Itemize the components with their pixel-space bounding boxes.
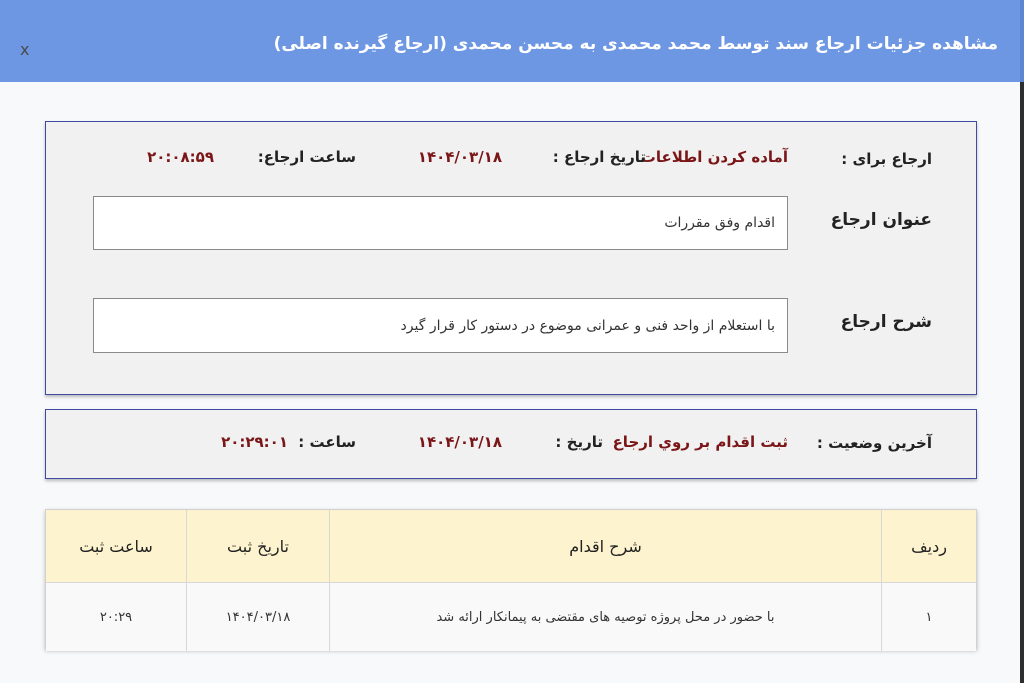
referral-date-label: تاریخ ارجاع : <box>552 148 646 166</box>
table-row[interactable] <box>46 583 976 652</box>
column-header-description[interactable]: شرح اقدام <box>330 510 882 583</box>
action-time-cell: ۲۰:۲۹ <box>46 583 187 652</box>
description-field-value: با استعلام از واحد فنی و عمرانی موضوع در دستور کار قرار گیرد <box>400 317 775 334</box>
column-header-row-number[interactable]: ردیف <box>882 510 977 583</box>
subject-label: عنوان ارجاع <box>830 210 932 230</box>
status-date-value: ۱۴۰۴/۰۳/۱۸ <box>417 433 502 451</box>
window-edge <box>1020 0 1024 683</box>
action-description-cell: با حضور در محل پروژه توصیه های مقتضی به پیمانکار ارائه شد <box>330 583 882 652</box>
description-label: شرح ارجاع <box>840 312 932 332</box>
modal-header <box>0 0 1020 82</box>
modal-title: مشاهده جزئیات ارجاع سند توسط محمد محمدی به محسن محمدی (ارجاع گیرنده اصلی) <box>273 34 998 54</box>
referral-date-value: ۱۴۰۴/۰۳/۱۸ <box>417 148 502 166</box>
status-time-label: ساعت : <box>298 433 356 451</box>
refer-for-value: آماده کردن اطلاعات <box>640 148 788 166</box>
referral-info-panel <box>45 121 977 395</box>
table-header-row <box>46 510 976 583</box>
subject-field[interactable] <box>93 196 788 250</box>
column-header-time[interactable]: ساعت ثبت <box>46 510 187 583</box>
last-status-value: ثبت اقدام بر روي ارجاع <box>612 433 788 451</box>
refer-for-label: ارجاع برای : <box>841 150 932 168</box>
column-header-date[interactable]: تاریخ ثبت <box>187 510 330 583</box>
referral-time-label: ساعت ارجاع: <box>257 148 356 166</box>
referral-time-value: ۲۰:۰۸:۵۹ <box>147 148 214 166</box>
subject-field-value: اقدام وفق مقررات <box>664 215 775 231</box>
description-field[interactable] <box>93 298 788 353</box>
status-date-label: تاریخ : <box>555 433 603 451</box>
last-status-label: آخرین وضعیت : <box>816 434 932 452</box>
action-date-cell: ۱۴۰۴/۰۳/۱۸ <box>187 583 330 652</box>
close-icon[interactable]: x <box>20 40 30 59</box>
row-number-cell: ۱ <box>882 583 977 652</box>
status-time-value: ۲۰:۲۹:۰۱ <box>221 433 288 451</box>
last-status-panel <box>45 409 977 479</box>
actions-table <box>45 509 977 649</box>
